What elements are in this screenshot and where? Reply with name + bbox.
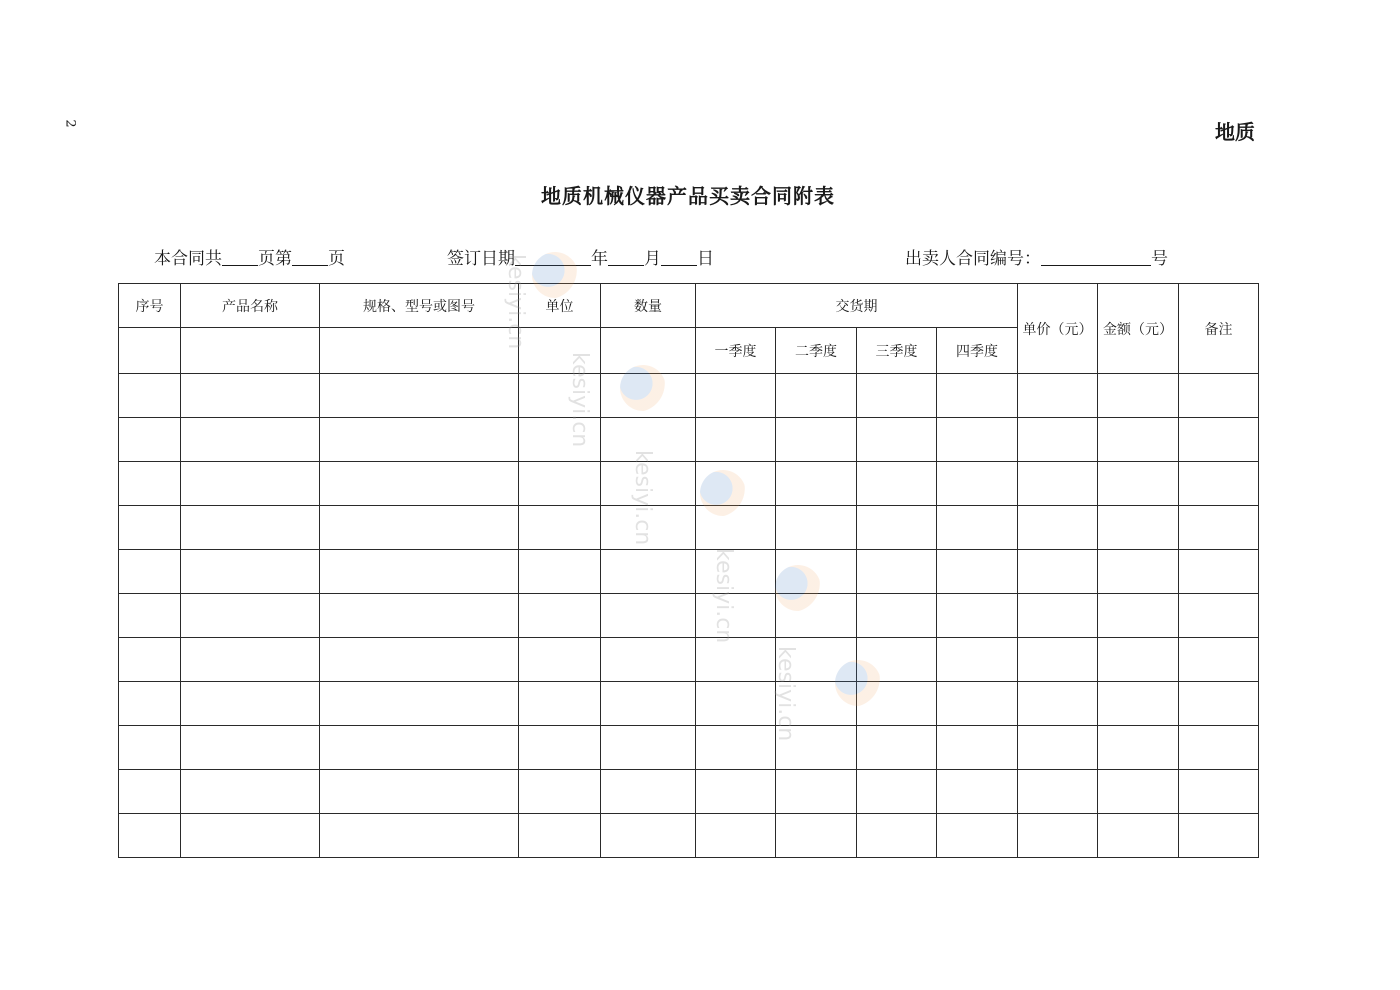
table-cell[interactable]: [1179, 682, 1259, 726]
header-q1: 一季度: [696, 328, 776, 374]
watermark-logo: [835, 660, 881, 706]
table-cell[interactable]: [320, 550, 519, 594]
seller-no-blank[interactable]: [1041, 248, 1151, 266]
table-cell[interactable]: [119, 726, 181, 770]
table-cell[interactable]: [519, 814, 601, 858]
table-cell[interactable]: [320, 418, 519, 462]
table-cell[interactable]: [696, 770, 776, 814]
table-cell[interactable]: [857, 462, 937, 506]
table-cell[interactable]: [519, 550, 601, 594]
table-cell[interactable]: [181, 374, 320, 418]
table-cell[interactable]: [1179, 462, 1259, 506]
watermark-text: kesiyi.cn: [503, 254, 528, 350]
table-cell[interactable]: [119, 418, 181, 462]
table-row: [119, 462, 1259, 506]
table-cell[interactable]: [857, 770, 937, 814]
table-cell[interactable]: [181, 682, 320, 726]
table-row: [119, 418, 1259, 462]
table-cell[interactable]: [1098, 814, 1179, 858]
pages-prefix: 本合同共: [154, 249, 222, 269]
cell[interactable]: [119, 328, 181, 374]
month-blank[interactable]: [608, 248, 644, 266]
table-cell[interactable]: [119, 462, 181, 506]
table-cell[interactable]: [1018, 462, 1098, 506]
header-unit: 单位: [519, 284, 601, 328]
table-cell[interactable]: [601, 814, 696, 858]
table-cell[interactable]: [119, 594, 181, 638]
table-cell[interactable]: [181, 418, 320, 462]
header-unit-price: 单价（元）: [1018, 284, 1098, 374]
table-cell[interactable]: [601, 594, 696, 638]
watermark-text: kesiyi.cn: [711, 548, 736, 644]
table-cell[interactable]: [1018, 418, 1098, 462]
table-cell[interactable]: [320, 594, 519, 638]
table-cell[interactable]: [601, 726, 696, 770]
table-cell[interactable]: [320, 726, 519, 770]
seller-no-label: 出卖人合同编号：: [905, 249, 1041, 269]
table-cell[interactable]: [696, 638, 776, 682]
table-cell[interactable]: [119, 814, 181, 858]
table-cell[interactable]: [1018, 726, 1098, 770]
table-cell[interactable]: [1018, 638, 1098, 682]
day-label: 日: [697, 249, 714, 269]
table-cell[interactable]: [1179, 814, 1259, 858]
table-cell[interactable]: [181, 726, 320, 770]
table-cell[interactable]: [601, 550, 696, 594]
table-cell[interactable]: [937, 770, 1018, 814]
table-cell[interactable]: [937, 462, 1018, 506]
table-cell[interactable]: [320, 638, 519, 682]
table-cell[interactable]: [857, 374, 937, 418]
table-row: [119, 726, 1259, 770]
table-cell[interactable]: [519, 726, 601, 770]
header-remarks: 备注: [1179, 284, 1259, 374]
header-row-1: [119, 284, 1259, 328]
total-pages-blank[interactable]: [222, 248, 258, 266]
year-label: 年: [591, 249, 608, 269]
table-cell[interactable]: [320, 506, 519, 550]
table-cell[interactable]: [181, 770, 320, 814]
table-cell[interactable]: [601, 770, 696, 814]
table-cell[interactable]: [696, 814, 776, 858]
day-blank[interactable]: [661, 248, 697, 266]
table-cell[interactable]: [119, 550, 181, 594]
table-cell[interactable]: [776, 814, 857, 858]
contract-schedule-table: [118, 283, 1259, 858]
table-cell[interactable]: [119, 638, 181, 682]
table-cell[interactable]: [320, 462, 519, 506]
table-cell[interactable]: [320, 814, 519, 858]
table-cell[interactable]: [519, 638, 601, 682]
table-cell[interactable]: [1098, 506, 1179, 550]
table-row: [119, 550, 1259, 594]
table-cell[interactable]: [937, 814, 1018, 858]
month-label: 月: [644, 249, 661, 269]
header-amount: 金额（元）: [1098, 284, 1179, 374]
table-cell[interactable]: [1098, 770, 1179, 814]
header-q2: 二季度: [776, 328, 857, 374]
table-cell[interactable]: [776, 462, 857, 506]
table-cell[interactable]: [1098, 638, 1179, 682]
table-cell[interactable]: [776, 506, 857, 550]
table-cell[interactable]: [1098, 726, 1179, 770]
table-cell[interactable]: [181, 594, 320, 638]
watermark-logo: [532, 252, 578, 298]
header-spec: 规格、型号或图号: [320, 284, 519, 328]
table-cell[interactable]: [320, 374, 519, 418]
table-cell[interactable]: [119, 682, 181, 726]
table-cell[interactable]: [937, 638, 1018, 682]
watermark-logo: [620, 365, 666, 411]
table-cell[interactable]: [1179, 638, 1259, 682]
table-row: [119, 374, 1259, 418]
table-cell[interactable]: [320, 770, 519, 814]
cell[interactable]: [181, 328, 320, 374]
table-cell[interactable]: [937, 374, 1018, 418]
table-cell[interactable]: [519, 770, 601, 814]
table-cell[interactable]: [937, 594, 1018, 638]
table-cell[interactable]: [696, 682, 776, 726]
table-cell[interactable]: [601, 638, 696, 682]
page-count-line: [154, 244, 345, 269]
cell[interactable]: [320, 328, 519, 374]
table-cell[interactable]: [1179, 506, 1259, 550]
category-label: 地质: [1215, 120, 1255, 144]
table-cell[interactable]: [1179, 770, 1259, 814]
sign-date-label: 签订日期: [447, 249, 515, 269]
page-number: 2: [62, 119, 78, 128]
table-cell[interactable]: [1098, 682, 1179, 726]
table-cell[interactable]: [519, 594, 601, 638]
table-cell[interactable]: [1018, 594, 1098, 638]
table-cell[interactable]: [1098, 418, 1179, 462]
watermark-text: kesiyi.cn: [630, 450, 655, 546]
table-cell[interactable]: [181, 462, 320, 506]
table-cell[interactable]: [1018, 814, 1098, 858]
table-cell[interactable]: [857, 594, 937, 638]
document-title: 地质机械仪器产品买卖合同附表: [541, 184, 835, 208]
table-body: [119, 374, 1259, 858]
header-delivery-period: 交货期: [696, 284, 1018, 328]
table-cell[interactable]: [937, 418, 1018, 462]
table-cell[interactable]: [1179, 726, 1259, 770]
table-row: [119, 506, 1259, 550]
table-cell[interactable]: [1098, 374, 1179, 418]
table-cell[interactable]: [181, 814, 320, 858]
table-row: [119, 638, 1259, 682]
table-cell[interactable]: [857, 506, 937, 550]
header-q4: 四季度: [937, 328, 1018, 374]
watermark-text: kesiyi.cn: [567, 352, 592, 448]
table-cell[interactable]: [937, 682, 1018, 726]
watermark-logo: [775, 565, 821, 611]
table-cell[interactable]: [1098, 462, 1179, 506]
table-cell[interactable]: [1018, 506, 1098, 550]
table-cell[interactable]: [857, 550, 937, 594]
table-row: [119, 770, 1259, 814]
table-row: [119, 682, 1259, 726]
seller-no-suffix: 号: [1151, 249, 1168, 269]
table-cell[interactable]: [119, 374, 181, 418]
table-cell[interactable]: [1018, 770, 1098, 814]
table-cell[interactable]: [937, 550, 1018, 594]
table-cell[interactable]: [937, 726, 1018, 770]
table-cell[interactable]: [776, 418, 857, 462]
table-cell[interactable]: [519, 462, 601, 506]
table-cell[interactable]: [181, 550, 320, 594]
table-cell[interactable]: [857, 726, 937, 770]
table-cell[interactable]: [1179, 418, 1259, 462]
header-quantity: 数量: [601, 284, 696, 328]
table-cell[interactable]: [857, 814, 937, 858]
table-cell[interactable]: [1179, 550, 1259, 594]
table-cell[interactable]: [119, 770, 181, 814]
table-cell[interactable]: [1018, 682, 1098, 726]
table-cell[interactable]: [519, 506, 601, 550]
watermark-logo: [700, 470, 746, 516]
table-cell[interactable]: [696, 418, 776, 462]
pages-mid: 页第: [258, 249, 292, 269]
table-cell[interactable]: [519, 682, 601, 726]
table-cell[interactable]: [1098, 550, 1179, 594]
table-row: [119, 594, 1259, 638]
table-cell[interactable]: [776, 374, 857, 418]
table-cell[interactable]: [696, 726, 776, 770]
header-q3: 三季度: [857, 328, 937, 374]
table-cell[interactable]: [1018, 550, 1098, 594]
table-row: [119, 814, 1259, 858]
table-cell[interactable]: [1018, 374, 1098, 418]
watermark-text: kesiyi.cn: [773, 646, 798, 742]
table-cell[interactable]: [857, 418, 937, 462]
table-cell[interactable]: [119, 506, 181, 550]
sign-date-line: [447, 244, 714, 269]
page-index-blank[interactable]: [292, 248, 328, 266]
header-seq: 序号: [119, 284, 181, 328]
table-cell[interactable]: [181, 506, 320, 550]
table-cell[interactable]: [1179, 374, 1259, 418]
table-cell[interactable]: [696, 374, 776, 418]
table-cell[interactable]: [1179, 594, 1259, 638]
table-cell[interactable]: [320, 682, 519, 726]
pages-suffix: 页: [328, 249, 345, 269]
table-cell[interactable]: [937, 506, 1018, 550]
table-cell[interactable]: [601, 682, 696, 726]
header-product-name: 产品名称: [181, 284, 320, 328]
table-cell[interactable]: [776, 770, 857, 814]
table-cell[interactable]: [1098, 594, 1179, 638]
table-cell[interactable]: [181, 638, 320, 682]
seller-contract-no-line: [905, 244, 1168, 269]
